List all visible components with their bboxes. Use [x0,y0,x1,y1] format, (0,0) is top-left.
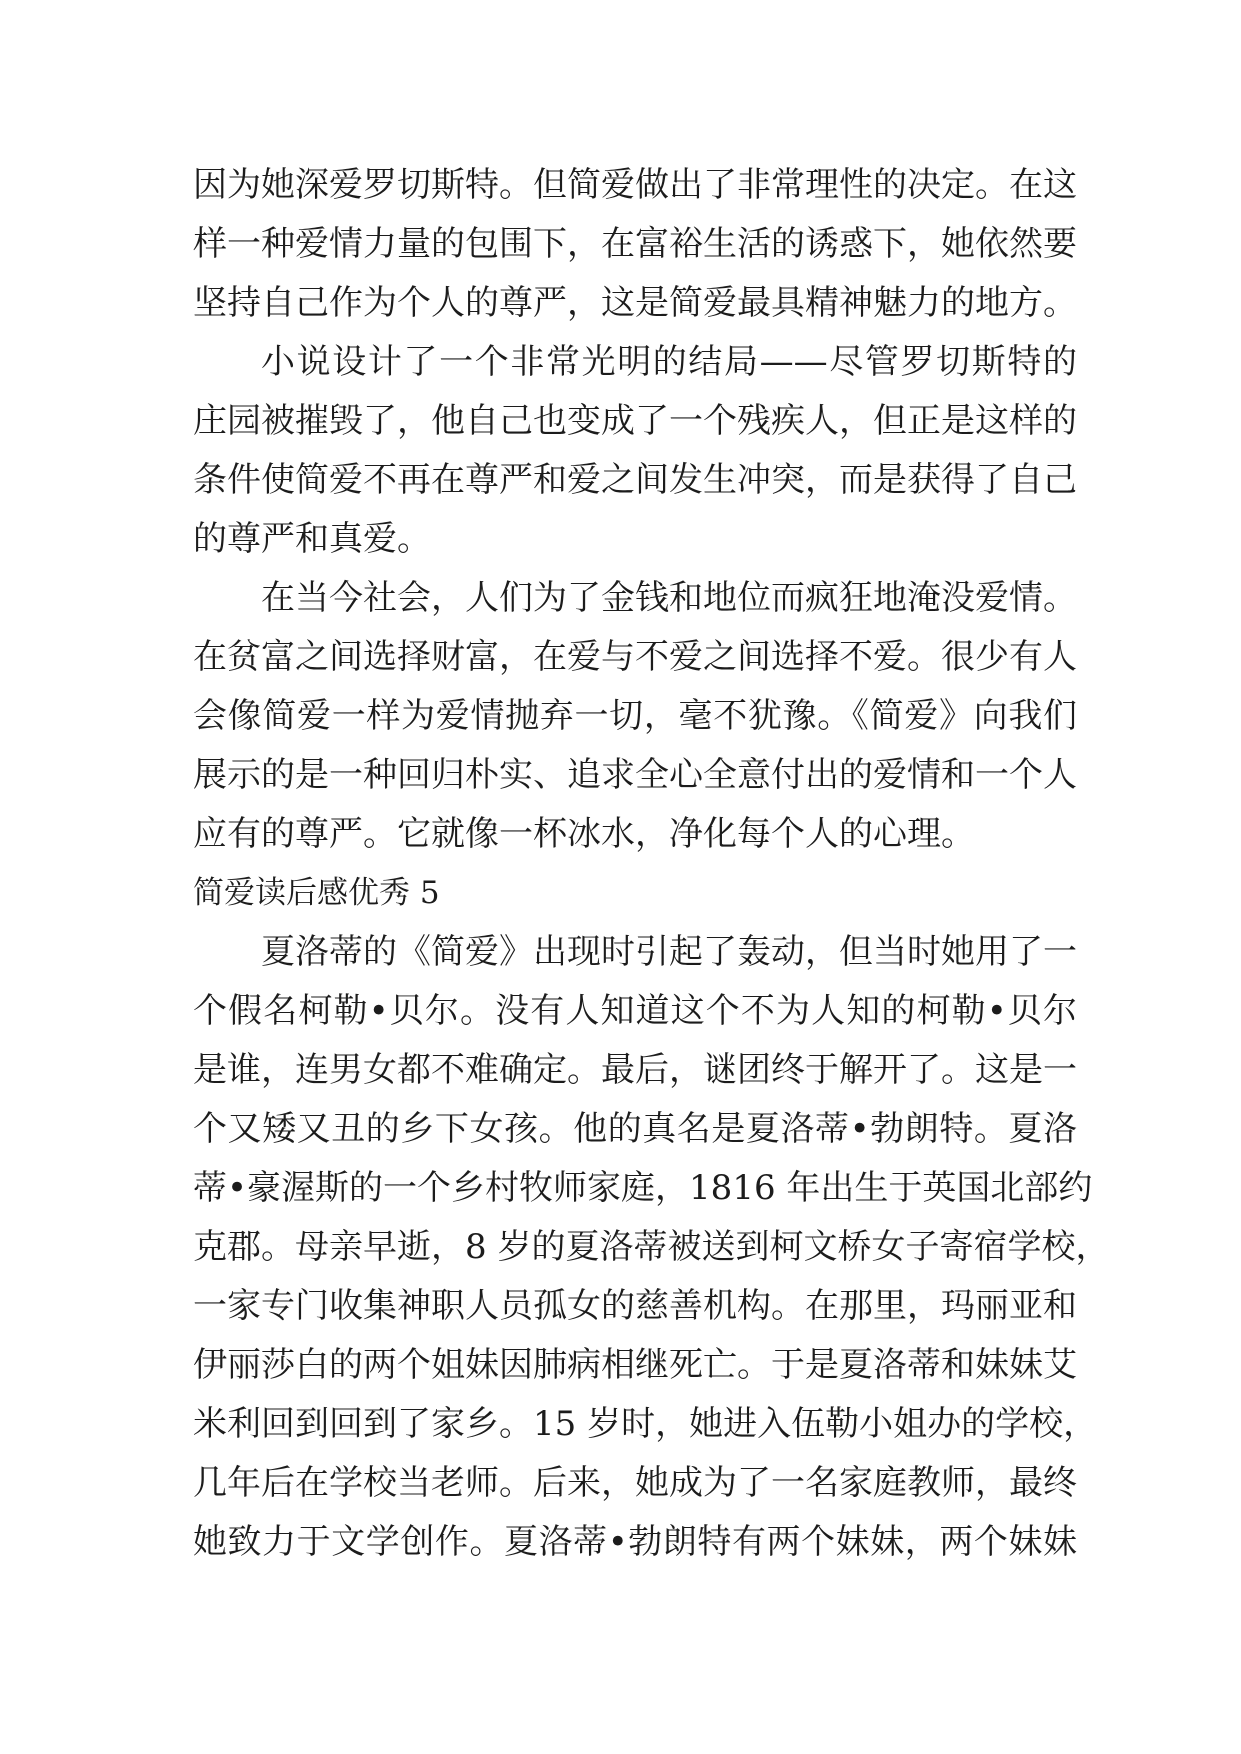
text-line: 她致力于文学创作。夏洛蒂•勃朗特有两个妹妹，两个妹妹 [193,1522,1077,1562]
text-line: 会像简爱一样为爱情抛弃一切，毫不犹豫。《简爱》向我们 [193,696,1077,736]
text-line: 个假名柯勒•贝尔。没有人知道这个不为人知的柯勒•贝尔 [193,991,1077,1031]
text-line: 因为她深爱罗切斯特。但简爱做出了非常理性的决定。在这 [193,165,1077,205]
text-line: 蒂•豪渥斯的一个乡村牧师家庭，1816 年出生于英国北部约 [193,1168,1093,1208]
text-line: 样一种爱情力量的包围下，在富裕生活的诱惑下，她依然要 [193,224,1077,264]
text-line: 一家专门收集神职人员孤女的慈善机构。在那里，玛丽亚和 [193,1286,1077,1326]
text-line: 小说设计了一个非常光明的结局——尽管罗切斯特的 [261,342,1077,382]
document-body [193,156,1110,1572]
text-line: 是谁，连男女都不难确定。最后，谜团终于解开了。这是一 [193,1050,1077,1090]
text-line: 坚持自己作为个人的尊严，这是简爱最具精神魅力的地方。 [193,283,1077,323]
text-line: 条件使简爱不再在尊严和爱之间发生冲突，而是获得了自己 [193,460,1077,500]
paragraph [193,923,1110,1572]
paragraph [193,569,1077,864]
section-heading: 简爱读后感优秀 5 [193,875,440,911]
text-line: 庄园被摧毁了，他自己也变成了一个残疾人，但正是这样的 [193,401,1077,441]
paragraph [193,333,1077,569]
text-line: 展示的是一种回归朴实、追求全心全意付出的爱情和一个人 [193,755,1077,795]
text-line: 夏洛蒂的《简爱》出现时引起了轰动，但当时她用了一 [261,932,1077,972]
text-line: 在当今社会，人们为了金钱和地位而疯狂地淹没爱情。 [261,578,1077,618]
text-line: 的尊严和真爱。 [193,519,431,559]
text-line: 米利回到回到了家乡。15 岁时，她进入伍勒小姐办的学校， [193,1404,1098,1444]
paragraph [193,156,1077,333]
text-line: 伊丽莎白的两个姐妹因肺病相继死亡。于是夏洛蒂和妹妹艾 [193,1345,1077,1385]
text-line: 个又矮又丑的乡下女孩。他的真名是夏洛蒂•勃朗特。夏洛 [193,1109,1077,1149]
text-line: 克郡。母亲早逝，8 岁的夏洛蒂被送到柯文桥女子寄宿学校， [193,1227,1110,1267]
text-line: 在贫富之间选择财富，在爱与不爱之间选择不爱。很少有人 [193,637,1077,677]
text-line: 几年后在学校当老师。后来，她成为了一名家庭教师，最终 [193,1463,1077,1503]
text-line: 应有的尊严。它就像一杯冰水，净化每个人的心理。 [193,814,975,854]
